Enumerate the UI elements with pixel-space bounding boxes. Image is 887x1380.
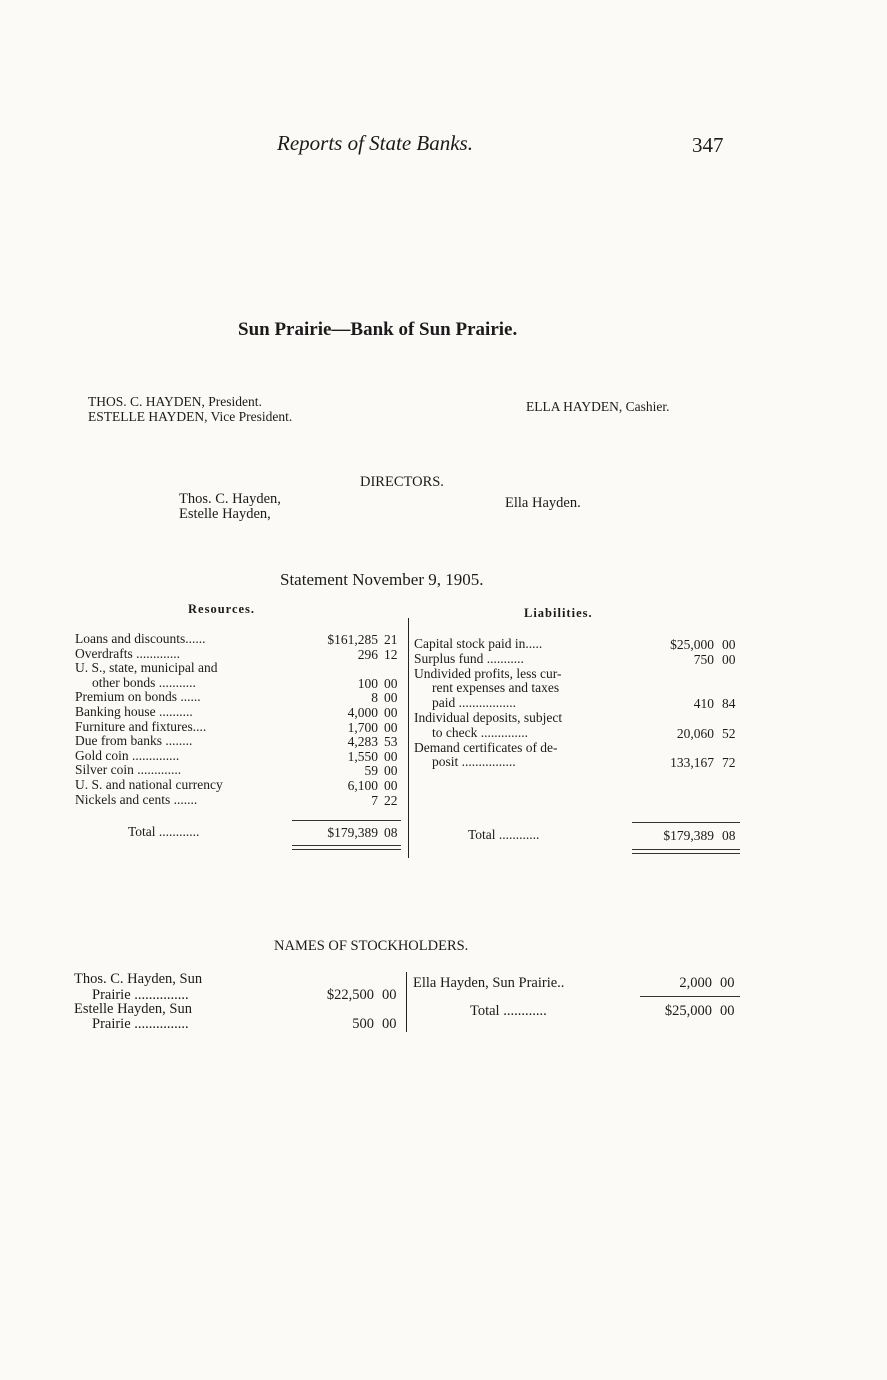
line-item-dollars: 410 bbox=[693, 696, 714, 712]
line-item-cents: 00 bbox=[384, 748, 398, 764]
stockholders-total-label: Total ............ bbox=[470, 1003, 547, 1019]
resources-total-double-rule bbox=[292, 849, 401, 850]
liabilities-total-label: Total ............ bbox=[468, 827, 540, 842]
resources-total-dollars: $179,389 bbox=[327, 825, 378, 840]
line-item-dollars: 4,000 bbox=[347, 705, 378, 720]
line-item-text: other bonds ........... bbox=[92, 674, 196, 690]
running-title: Reports of State Banks. bbox=[277, 131, 473, 155]
line-item-dollars: 6,100 bbox=[347, 778, 378, 793]
stockholders-heading: NAMES OF STOCKHOLDERS. bbox=[274, 938, 469, 954]
liabilities-total-rule bbox=[632, 822, 740, 823]
line-item-text: Gold coin .............. bbox=[75, 747, 180, 763]
line-item-text: Banking house .......... bbox=[75, 704, 193, 719]
line-item-dollars: 20,060 bbox=[676, 725, 714, 741]
line-item-cents: 84 bbox=[722, 696, 736, 712]
liabilities-total-dollars: $179,389 bbox=[663, 828, 714, 843]
resources-heading: Resources. bbox=[188, 602, 256, 616]
line-item-text: rent expenses and taxes bbox=[432, 680, 560, 696]
line-item-cents: 00 bbox=[384, 763, 398, 779]
line-item-dollars: $25,000 bbox=[670, 637, 714, 652]
stockholder-dollars: $22,500 bbox=[326, 987, 374, 1003]
director-name: Ella Hayden. bbox=[505, 495, 581, 511]
line-item-text: Silver coin ............. bbox=[75, 762, 182, 778]
line-item-cents: 12 bbox=[384, 646, 398, 662]
liabilities-total-double-rule bbox=[632, 849, 740, 850]
line-item-text: Due from banks ........ bbox=[75, 733, 193, 749]
director-name: Thos. C. Hayden, bbox=[179, 491, 281, 507]
stockholders-total-dollars: $25,000 bbox=[664, 1003, 712, 1019]
line-item-text: Nickels and cents ....... bbox=[75, 791, 198, 807]
line-item-cents: 72 bbox=[722, 755, 736, 771]
line-item-cents: 21 bbox=[384, 632, 398, 647]
officer-president: THOS. C. HAYDEN, President. bbox=[88, 394, 262, 409]
line-item-cents: 00 bbox=[384, 778, 398, 793]
resources-total-double-rule bbox=[292, 845, 401, 846]
stockholder-dollars: 500 bbox=[352, 1016, 374, 1032]
liabilities-total-double-rule bbox=[632, 853, 740, 854]
line-item-cents: 00 bbox=[384, 705, 398, 720]
line-item-text: Overdrafts ............. bbox=[75, 645, 180, 661]
directors-heading: DIRECTORS. bbox=[360, 474, 444, 490]
stockholder-cents: 00 bbox=[382, 987, 397, 1003]
line-item-text: posit ................ bbox=[432, 754, 516, 770]
line-item-dollars: 750 bbox=[693, 651, 714, 667]
statement-heading: Statement November 9, 1905. bbox=[280, 570, 484, 589]
officer-cashier: ELLA HAYDEN, Cashier. bbox=[526, 399, 670, 414]
stockholder-name: Ella Hayden, Sun Prairie.. bbox=[413, 975, 565, 991]
line-item-cents: 00 bbox=[384, 719, 398, 735]
liabilities-total-cents: 08 bbox=[722, 828, 736, 843]
line-item-dollars: 7 bbox=[371, 792, 378, 808]
stockholder-name: Thos. C. Hayden, Sun bbox=[74, 971, 203, 987]
line-item-cents: 22 bbox=[384, 792, 398, 808]
line-item-text: Capital stock paid in..... bbox=[414, 636, 543, 651]
line-item-text: Furniture and fixtures.... bbox=[75, 718, 207, 734]
statement-divider bbox=[408, 618, 409, 858]
stockholders-total-cents: 00 bbox=[720, 1003, 735, 1019]
line-item-cents: 52 bbox=[722, 725, 736, 741]
line-item-dollars: 100 bbox=[357, 675, 378, 691]
line-item-text: Premium on bonds ...... bbox=[75, 689, 201, 705]
stockholder-cents: 00 bbox=[382, 1016, 397, 1032]
resources-total-rule bbox=[292, 820, 401, 821]
stockholders-divider bbox=[406, 972, 407, 1032]
stockholders-total-rule bbox=[640, 996, 740, 997]
line-item-text: Individual deposits, subject bbox=[414, 710, 563, 725]
line-item-cents: 00 bbox=[384, 675, 398, 691]
director-name: Estelle Hayden, bbox=[179, 506, 271, 522]
line-item-text: Undivided profits, less cur- bbox=[414, 665, 562, 681]
line-item-text: paid ................. bbox=[432, 695, 516, 711]
bank-title: Sun Prairie—Bank of Sun Prairie. bbox=[238, 319, 518, 340]
line-item-dollars: 8 bbox=[371, 690, 378, 706]
line-item-text: Demand certificates of de- bbox=[414, 739, 558, 755]
line-item-text: Surplus fund ........... bbox=[414, 650, 524, 666]
resources-total-label: Total ............ bbox=[128, 824, 200, 839]
officer-vice-president: ESTELLE HAYDEN, Vice President. bbox=[88, 409, 293, 424]
line-item-dollars: 133,167 bbox=[670, 755, 714, 771]
line-item-cents: 00 bbox=[722, 651, 736, 667]
stockholder-name: Prairie ............... bbox=[92, 987, 189, 1003]
stockholder-name: Estelle Hayden, Sun bbox=[74, 1001, 192, 1017]
line-item-dollars: $161,285 bbox=[327, 632, 378, 647]
line-item-dollars: 1,700 bbox=[347, 719, 378, 735]
liabilities-heading: Liabilities. bbox=[524, 606, 593, 620]
stockholder-name: Prairie ............... bbox=[92, 1016, 189, 1032]
line-item-dollars: 296 bbox=[357, 646, 378, 662]
line-item-dollars: 59 bbox=[364, 763, 378, 779]
line-item-cents: 53 bbox=[384, 734, 398, 750]
resources-total-cents: 08 bbox=[384, 825, 398, 840]
page-number: 347 bbox=[692, 133, 724, 157]
stockholder-dollars: 2,000 bbox=[679, 975, 712, 991]
line-item-text: U. S., state, municipal and bbox=[75, 660, 218, 676]
line-item-dollars: 4,283 bbox=[347, 734, 378, 750]
line-item-dollars: 1,550 bbox=[347, 748, 378, 764]
stockholder-cents: 00 bbox=[720, 975, 735, 991]
line-item-text: U. S. and national currency bbox=[75, 777, 223, 792]
line-item-text: Loans and discounts...... bbox=[75, 631, 206, 646]
line-item-cents: 00 bbox=[722, 637, 736, 652]
line-item-text: to check .............. bbox=[432, 724, 528, 740]
line-item-cents: 00 bbox=[384, 690, 398, 706]
